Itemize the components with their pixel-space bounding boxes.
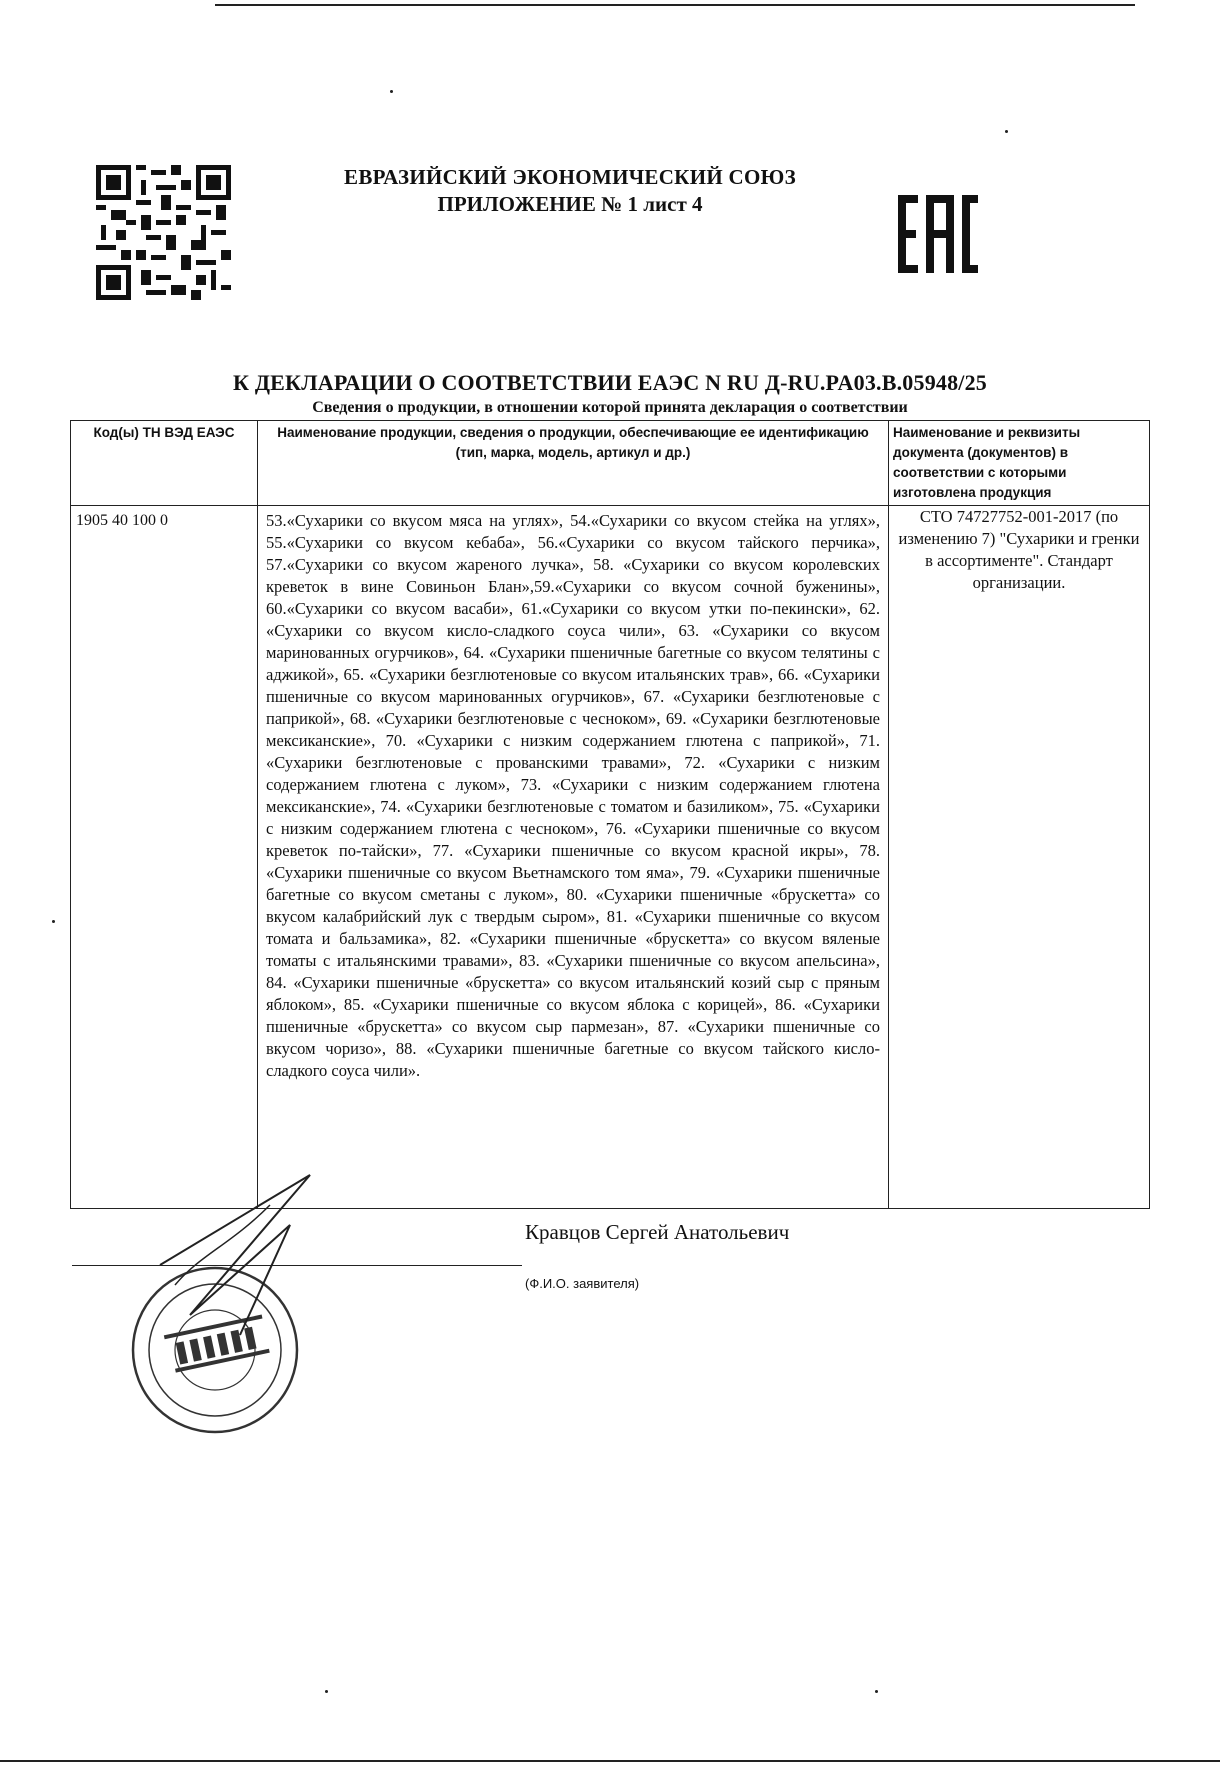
standard-document-cell: СТО 74727752-001-2017 (по изменению 7) "Сухарики и гренки в ассортименте". Стандарт организации. [889,506,1150,1209]
table-header-row [71,421,1150,506]
signature-line [72,1265,522,1266]
signer-caption: (Ф.И.О. заявителя) [525,1276,640,1291]
column-header-document: Наименование и реквизиты документа (документов) в соответствии с которыми изготовлена продукция [889,421,1150,506]
hs-code-cell: 1905 40 100 0 [71,506,258,1209]
declaration-title: К ДЕКЛАРАЦИИ О СООТВЕТСТВИИ ЕАЭС N RU Д-RU.PA03.B.05948/25 [232,370,988,395]
bottom-scan-line [0,1760,1220,1762]
scan-speck [1005,130,1008,133]
scan-speck [325,1690,328,1693]
column-header-code: Код(ы) ТН ВЭД ЕАЭС [71,421,258,506]
product-names-cell: 53.«Сухарики со вкусом мяса на углях», 54.«Сухарики со вкусом стейка на углях», 55.«Сухарики со вкусом кебаба», 56.«Сухарики со вкусом тайского перчика», 57.«Сухарики со вкусом жареного лучка», 58. «Сухарики со вкусом королевских креветок в вине Совиньон Блан»,59.«Сухарики со вкусом сочной буженины», 60.«Сухарики со вкусом васаби», 61.«Сухарики со вкусом утки по-пекински», 62. «Сухарики со вкусом кисло-сладкого соуса чили», 63. «Сухарики со вкусом маринованных огурчиков», 64. «Сухарики пшеничные багетные со вкусом телятины с аджикой», 65. «Сухарики безглютеновые со вкусом итальянских трав», 66. «Сухарики пшеничные со вкусом маринованных огурчиков», 67. «Сухарики безглютеновые с паприкой», 68. «Сухарики безглютеновые с чесноком», 69. «Сухарики безглютеновые мексиканские», 70. «Сухарики с низким содержанием глютена с паприкой», 71. «Сухарики безглютеновые с прованскими травами», 72. «Сухарики с низким содержанием глютена с луком», 73. «Сухарики с низким содержанием глютена мексиканские», 74. «Сухарики безглютеновые с томатом и базиликом», 75. «Сухарики с низким содержанием глютена с чесноком», 76. «Сухарики пшеничные со вкусом креветок по-тайски», 77. «Сухарики пшеничные со вкусом красной икры», 78. «Сухарики пшеничные со вкусом Вьетнамского том яма», 79. «Сухарики пшеничные багетные со вкусом сметаны с луком», 80. «Сухарики пшеничные «брускетта» со вкусом калабрийский лук с твердым сыром», 81. «Сухарики пшеничные со вкусом томата и бальзамика», 82. «Сухарики пшеничные «брускетта» со вкусом вяленые томаты с итальянскими травами», 83. «Сухарики пшеничные со вкусом апельсина», 84. «Сухарики пшеничные «брускетта» со вкусом итальянский козий сыр с пряным яблоком», 85. «Сухарики пшеничные со вкусом яблока с корицей», 86. «Сухарики пшеничные «брускетта» со вкусом сыр пармезан», 87. «Сухарики пшеничные со вкусом чоризо», 88. «Сухарики пшеничные багетные со вкусом тайского кисло-сладкого соуса чили». [258,506,889,1209]
signer-name: Кравцов Сергей Анатольевич [525,1220,790,1244]
declaration-subtitle: Сведения о продукции, в отношении которой принята декларация о соответствии [312,399,908,416]
top-scan-line [215,4,1135,6]
qr-code-icon [96,165,231,300]
eac-mark-icon [898,195,978,273]
company-seal [120,1165,320,1455]
appendix-label: ПРИЛОЖЕНИЕ № 1 лист 4 [437,192,703,216]
column-header-product: Наименование продукции, сведения о продукции, обеспечивающие ее идентификацию (тип, марка, модель, артикул и др.) [258,421,889,506]
scan-speck [875,1690,878,1693]
scan-speck [52,920,55,923]
union-title: ЕВРАЗИЙСКИЙ ЭКОНОМИЧЕСКИЙ СОЮЗ [344,165,796,189]
table-row [71,506,1150,1209]
scan-speck [390,90,393,93]
products-table [70,420,1150,1209]
